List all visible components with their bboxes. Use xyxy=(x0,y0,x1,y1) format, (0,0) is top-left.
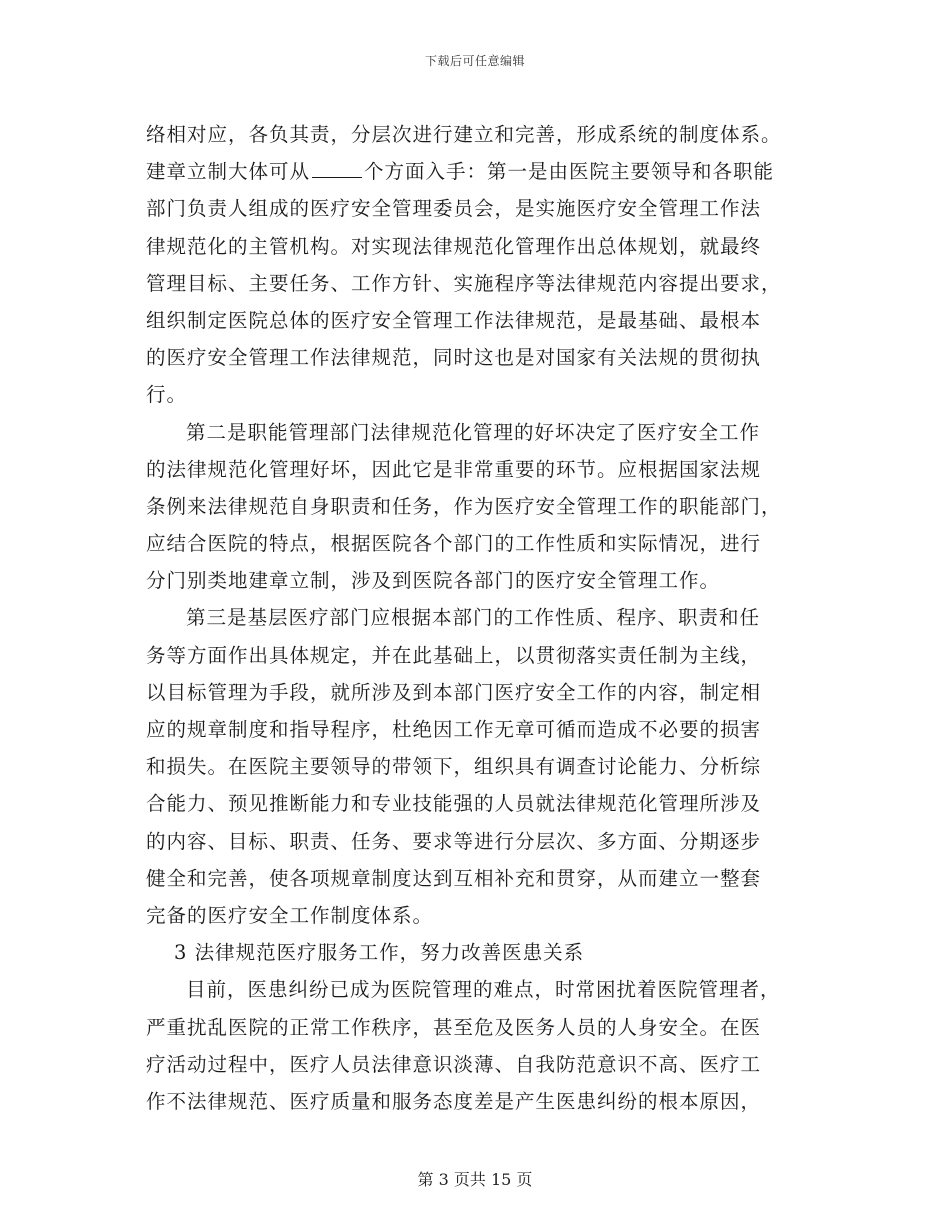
text-line: 管理目标、主要任务、工作方针、实施程序等法律规范内容提出要求， xyxy=(146,271,782,295)
text-line: 律规范化的主管机构。对实现法律规范化管理作出总体规划，就最终 xyxy=(146,234,762,258)
page-header: 下载后可任意编辑 xyxy=(424,54,525,68)
text-line: 的内容、目标、职责、任务、要求等进行分层次、多方面、分期逐步 xyxy=(146,829,762,853)
text-line: 行。 xyxy=(146,383,188,407)
text-line: 完备的医疗安全工作制度体系。 xyxy=(146,903,434,927)
text-line: 严重扰乱医院的正常工作秩序，甚至危及医务人员的人身安全。在医 xyxy=(146,1015,762,1039)
text-line: 疗活动过程中，医疗人员法律意识淡薄、自我防范意识不高、医疗工 xyxy=(146,1052,762,1076)
text-line: 以目标管理为手段，就所涉及到本部门医疗安全工作的内容，制定相 xyxy=(146,680,762,704)
text-segment: 个方面入手：第一是由医院主要领导和各职能 xyxy=(364,160,775,184)
paragraph-2 xyxy=(146,414,806,600)
text-line: 第二是职能管理部门法律规范化管理的好坏决定了医疗安全工作 xyxy=(186,420,761,444)
text-line: 目前，医患纠纷已成为医院管理的难点，时常困扰着医院管理者， xyxy=(186,978,781,1002)
text-line: 作不法律规范、医疗质量和服务态度差是产生医患纠纷的根本原因， xyxy=(146,1089,762,1113)
page-footer: 第 3 页共 15 页 xyxy=(417,1170,533,1189)
text-line: 分门别类地建章立制，涉及到医院各部门的医疗安全管理工作。 xyxy=(146,569,721,593)
paragraph-1 xyxy=(146,116,806,414)
text-line: 条例来法律规范自身职责和任务，作为医疗安全管理工作的职能部门， xyxy=(146,494,782,518)
text-line: 的法律规范化管理好坏，因此它是非常重要的环节。应根据国家法规 xyxy=(146,457,762,481)
text-segment: 建章立制大体可从 xyxy=(146,160,311,184)
text-line: 络相对应，各负其责，分层次进行建立和完善，形成系统的制度体系。 xyxy=(146,123,782,146)
paragraph-4 xyxy=(146,971,806,1120)
text-line xyxy=(146,153,806,190)
section-heading: 3 法律规范医疗服务工作，努力改善医患关系 xyxy=(174,941,585,965)
text-line: 务等方面作出具体规定，并在此基础上，以贯彻落实责任制为主线， xyxy=(146,643,762,667)
paragraph-3 xyxy=(146,599,806,934)
text-line: 的医疗安全管理工作法律规范，同时这也是对国家有关法规的贯彻执 xyxy=(146,346,762,370)
document-body xyxy=(146,116,806,1120)
text-line: 组织制定医院总体的医疗安全管理工作法律规范，是最基础、最根本 xyxy=(146,308,762,332)
text-line: 部门负责人组成的医疗安全管理委员会，是实施医疗安全管理工作法 xyxy=(146,197,762,221)
text-line: 健全和完善，使各项规章制度达到互相补充和贯穿，从而建立一整套 xyxy=(146,866,762,890)
text-line: 和损失。在医院主要领导的带领下，组织具有调查讨论能力、分析综 xyxy=(146,755,762,779)
text-line: 应的规章制度和指导程序，杜绝因工作无章可循而造成不必要的损害 xyxy=(146,718,762,741)
text-line: 应结合医院的特点，根据医院各个部门的工作性质和实际情况，进行 xyxy=(146,532,762,556)
fill-in-blank xyxy=(312,159,362,178)
text-line: 第三是基层医疗部门应根据本部门的工作性质、程序、职责和任 xyxy=(186,606,761,630)
text-line: 合能力、预见推断能力和专业技能强的人员就法律规范化管理所涉及 xyxy=(146,792,762,816)
section-heading-3 xyxy=(146,934,806,971)
